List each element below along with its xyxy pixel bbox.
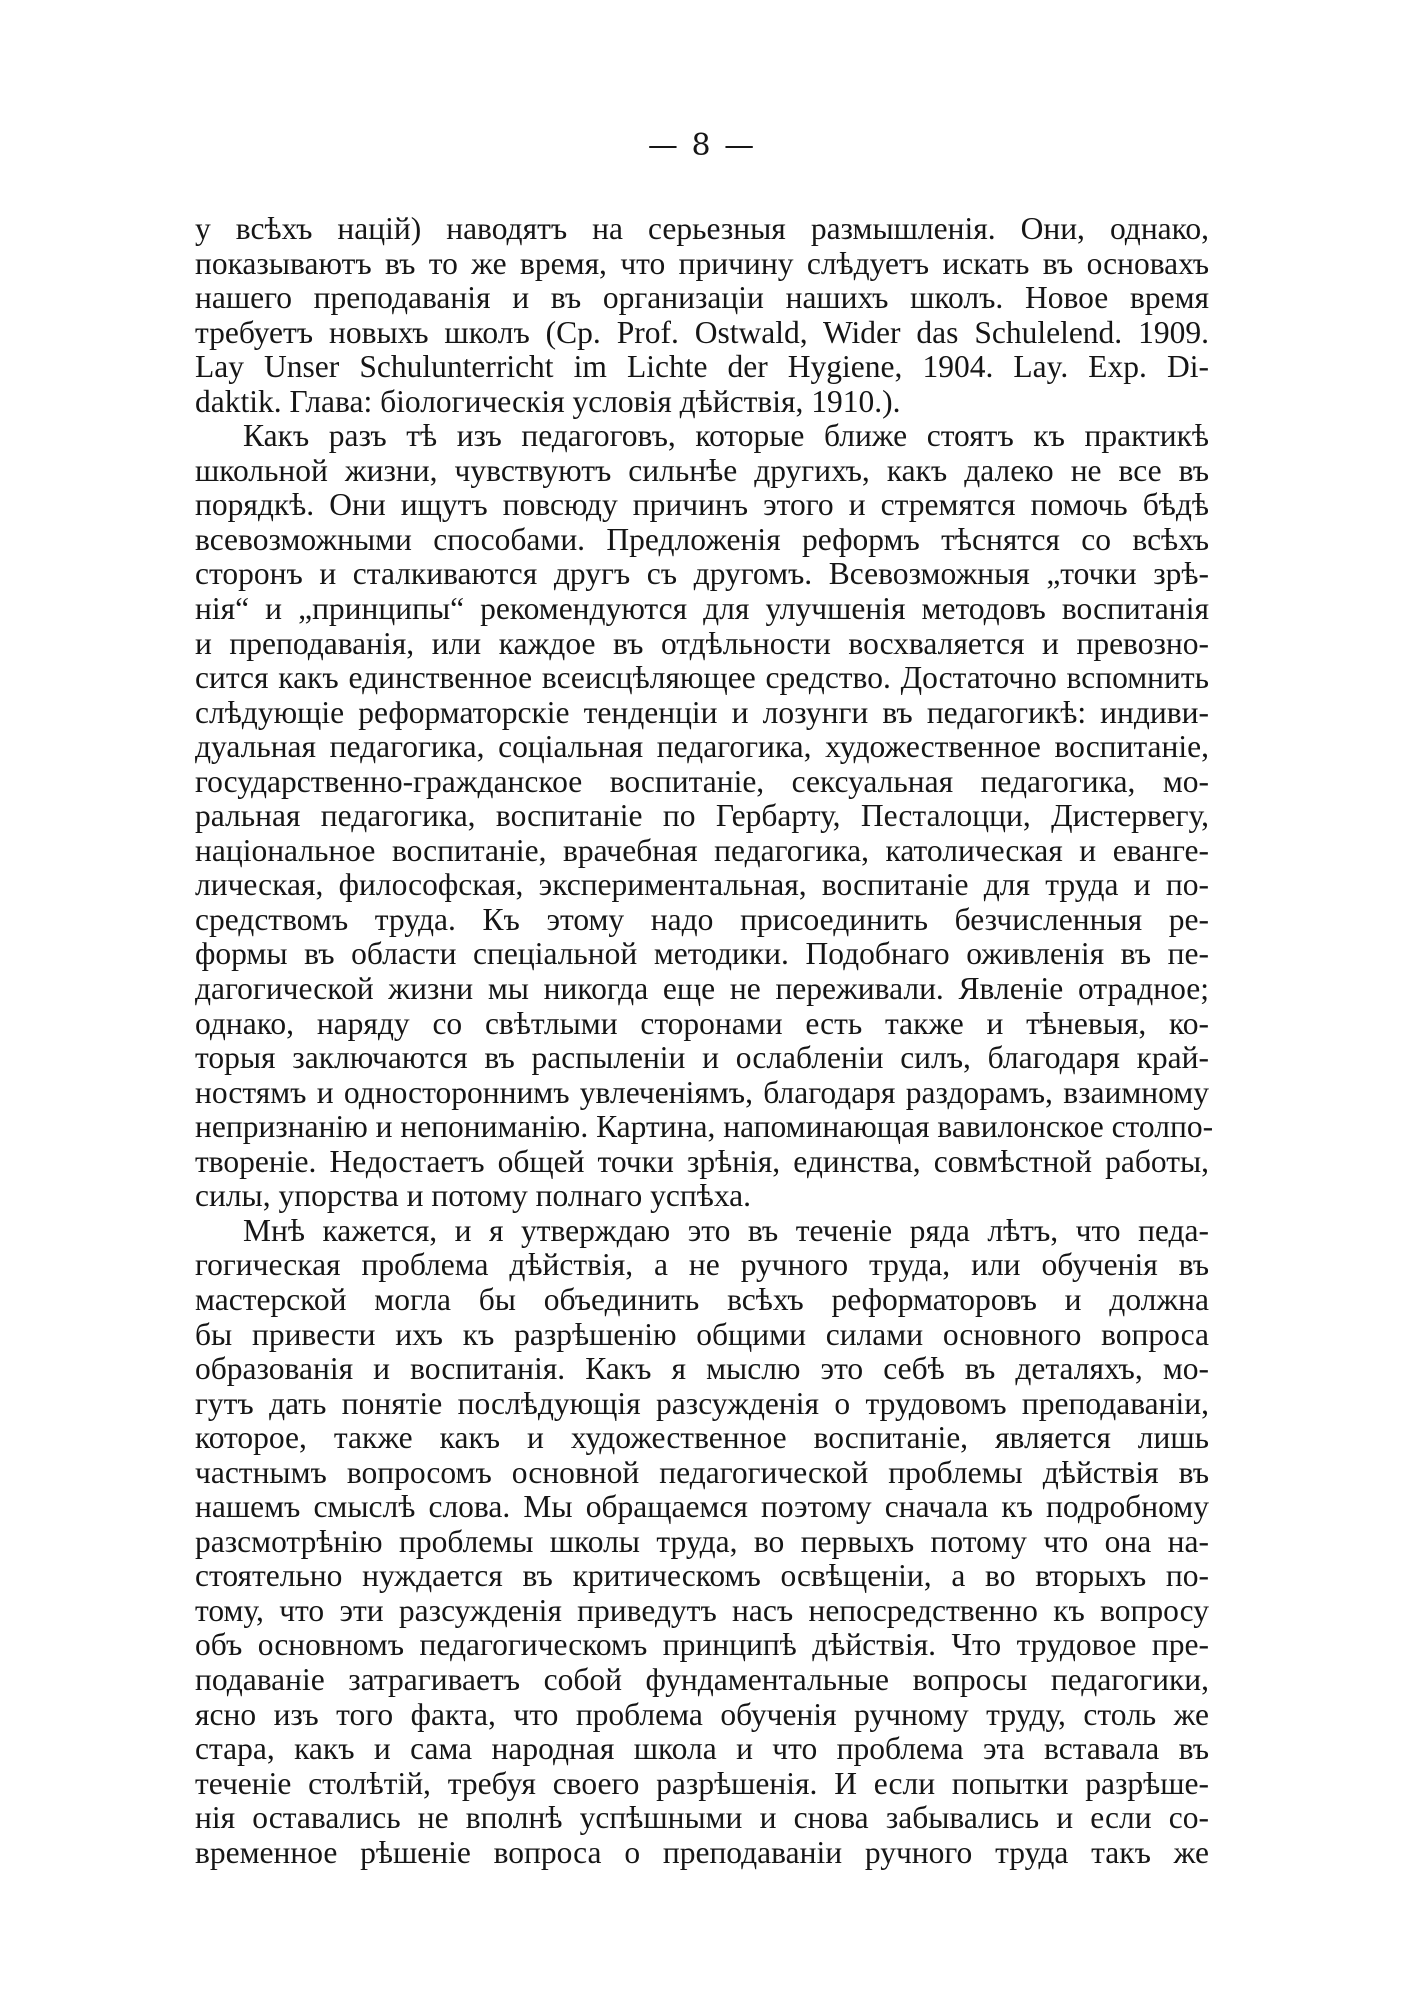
text-line: образованія и воспитанія. Какъ я мыслю это себѣ въ деталяхъ, мо- — [195, 1351, 1209, 1387]
text-line: порядкѣ. Они ищутъ повсюду причинъ этого и стремятся помочь бѣдѣ — [195, 487, 1209, 523]
text-line: лическая, философская, экспериментальная, воспитаніе для труда и по- — [195, 867, 1209, 903]
text-line: всевозможными способами. Предложенія реформъ тѣснятся со всѣхъ — [195, 521, 1209, 557]
paragraph — [195, 418, 1214, 1214]
text-line: торыя заключаются въ распыленіи и ослабленіи силъ, благодаря край- — [195, 1040, 1209, 1076]
text-line: непризнанію и непониманію. Картина, напоминающая вавилонское столпо- — [195, 1109, 1214, 1145]
text-line: однако, наряду со свѣтлыми сторонами есть также и тѣневыя, ко- — [195, 1005, 1209, 1041]
text-line: требуетъ новыхъ школъ (Cp. Prof. Ostwald, Wider das Schulelend. 1909. — [195, 314, 1209, 350]
text-line: нія“ и „принципы“ рекомендуются для улучшенія методовъ воспитанія — [195, 591, 1209, 627]
text-line: нашего преподаванія и въ организаціи нашихъ школъ. Новое время — [195, 280, 1209, 316]
text-line: дуальная педагогика, соціальная педагогика, художественное воспитаніе, — [195, 729, 1209, 765]
text-line: daktik. Глава: біологическія условія дѣйствія, 1910.). — [195, 383, 901, 419]
text-line: стара, какъ и сама народная школа и что проблема эта вставала въ — [195, 1731, 1209, 1767]
text-line: тому, что эти разсужденія приведутъ насъ непосредственно къ вопросу — [195, 1592, 1209, 1628]
text-line: твореніе. Недостаетъ общей точки зрѣнія, единства, совмѣстной работы, — [195, 1143, 1209, 1179]
text-line: государственно-гражданское воспитаніе, сексуальная педагогика, мо- — [195, 763, 1209, 799]
text-line: школьной жизни, чувствуютъ сильнѣе другихъ, какъ далеко не все въ — [195, 452, 1209, 488]
text-line: гогическая проблема дѣйствія, а не ручного труда, или обученія въ — [195, 1247, 1209, 1283]
body-text — [195, 211, 1214, 1870]
text-line: стоятельно нуждается въ критическомъ освѣщеніи, а во вторыхъ по- — [195, 1558, 1209, 1594]
text-line: гутъ дать понятіе послѣдующія разсужденія о трудовомъ преподаваніи, — [195, 1385, 1209, 1421]
text-line: Lay Unser Schulunterricht im Lichte der Hygiene, 1904. Lay. Exp. Di- — [195, 349, 1209, 385]
text-line: и преподаванія, или каждое въ отдѣльности восхваляется и превозно- — [195, 625, 1209, 661]
text-line: слѣдующіе реформаторскіе тенденціи и лозунги въ педагогикѣ: индиви- — [195, 694, 1209, 730]
text-line: сторонъ и сталкиваются другъ съ другомъ. Всевозможныя „точки зрѣ- — [195, 556, 1209, 592]
text-line: теченіе столѣтій, требуя своего разрѣшенія. И если попытки разрѣше- — [195, 1765, 1209, 1801]
text-line: подаваніе затрагиваетъ собой фундаментальные вопросы педагогики, — [195, 1661, 1209, 1697]
text-line: Какъ разъ тѣ изъ педагоговъ, которые ближе стоятъ къ практикѣ — [243, 418, 1209, 454]
text-line: силы, упорства и потому полнаго успѣха. — [195, 1178, 752, 1214]
paragraph — [195, 212, 1209, 419]
text-line: временное рѣшеніе вопроса о преподаваніи ручного труда такъ же — [195, 1834, 1209, 1870]
text-line: средствомъ труда. Къ этому надо присоединить безчисленныя ре- — [195, 901, 1209, 937]
text-line: мастерской могла бы объединить всѣхъ реформаторовъ и должна — [195, 1281, 1209, 1317]
paragraph — [195, 1214, 1209, 1870]
text-line: частнымъ вопросомъ основной педагогической проблемы дѣйствія въ — [195, 1454, 1209, 1490]
text-line: которое, также какъ и художественное воспитаніе, является лишь — [195, 1420, 1209, 1456]
text-line: сится какъ единственное всеисцѣляющее средство. Достаточно вспомнить — [195, 660, 1209, 696]
text-line: нія оставались не вполнѣ успѣшными и снова забывались и если со- — [195, 1800, 1209, 1836]
text-line: ральная педагогика, воспитаніе по Гербарту, Песталоцци, Дистервегу, — [195, 798, 1209, 834]
text-line: объ основномъ педагогическомъ принципѣ дѣйствія. Что трудовое пре- — [195, 1627, 1209, 1663]
text-line: нашемъ смыслѣ слова. Мы обращаемся поэтому сначала къ подробному — [195, 1489, 1209, 1525]
text-line: ностямъ и одностороннимъ увлеченіямъ, благодаря раздорамъ, взаимному — [195, 1074, 1209, 1110]
text-line: у всѣхъ націй) наводятъ на серьезныя размышленія. Они, однако, — [195, 211, 1209, 246]
text-line: показываютъ въ то же время, что причину слѣдуетъ искать въ основахъ — [195, 245, 1209, 281]
text-line: Мнѣ кажется, и я утверждаю это въ теченіе ряда лѣтъ, что педа- — [243, 1212, 1209, 1248]
page-number: — 8 — — [647, 128, 757, 163]
text-line: бы привести ихъ къ разрѣшенію общими силами основного вопроса — [195, 1316, 1209, 1352]
text-line: національное воспитаніе, врачебная педагогика, католическая и еванге- — [195, 832, 1209, 868]
text-line: разсмотрѣнію проблемы школы труда, во первыхъ потому что она на- — [195, 1523, 1209, 1559]
text-line: дагогической жизни мы никогда еще не переживали. Явленіе отрадное; — [195, 971, 1209, 1007]
text-line: формы въ области спеціальной методики. Подобнаго оживленія въ пе- — [195, 936, 1209, 972]
text-line: ясно изъ того факта, что проблема обученія ручному труду, столь же — [195, 1696, 1209, 1732]
